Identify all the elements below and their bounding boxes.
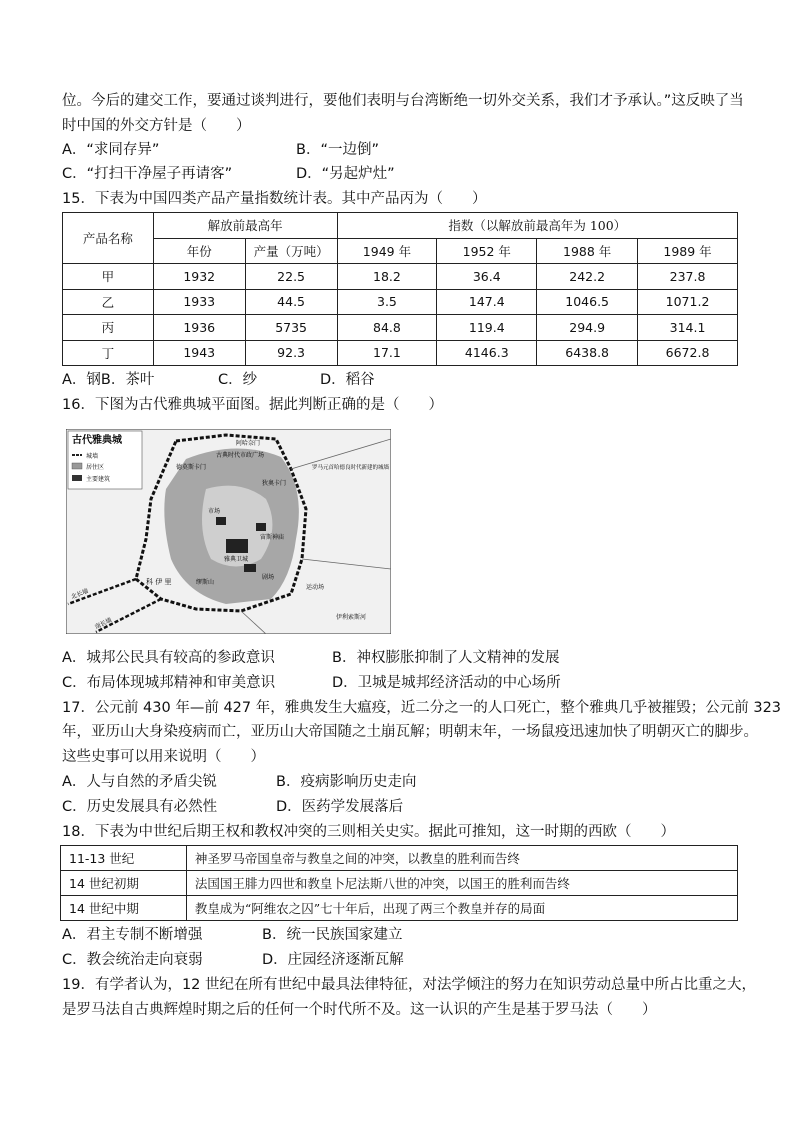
label-wall-south: 南长墙 (93, 616, 114, 631)
table-cell: 6438.8 (537, 340, 638, 366)
table-cell: 3.5 (337, 289, 437, 315)
q17-option-b: B．疫病影响历史走向 (276, 774, 417, 790)
q15-option-c: C．纱 (218, 372, 258, 388)
q15-header-output: 产量（万吨） (245, 238, 337, 264)
table-row (63, 289, 738, 315)
q14-option-c: C．“打扫干净屋子再请客” (62, 166, 233, 182)
q14-text-line2: 时中国的外交方针是（ ） (62, 118, 251, 134)
q15-header-name: 产品名称 (63, 213, 154, 264)
q18-option-b: B．统一民族国家建立 (262, 927, 403, 943)
q15-header-1989: 1989 年 (638, 238, 738, 264)
q14-option-a: A．“求同存异” (62, 142, 160, 158)
table-row (61, 846, 738, 871)
label-theatre: 剧场 (262, 574, 275, 581)
q17-text-line1: 17．公元前 430 年—前 427 年，雅典发生大瘟疫，近二分之一的人口死亡，整个雅典几乎被摧毁；公元前 323 (62, 700, 782, 716)
table-cell: 丙 (63, 315, 154, 341)
legend-residential: 居住区 (86, 464, 105, 471)
table-cell: 丁 (63, 340, 154, 366)
q16-option-b: B．神权膨胀抑制了人文精神的发展 (332, 650, 560, 666)
athens-map (66, 429, 391, 634)
table-cell: 乙 (63, 289, 154, 315)
q15-header-1949: 1949 年 (337, 238, 437, 264)
label-gate1: 阿哈奈门 (236, 440, 261, 447)
legend-wall: 城墙 (86, 453, 99, 460)
q15-header-1988: 1988 年 (537, 238, 638, 264)
q19-text-line2: 是罗马法自古典辉煌时期之后的任何一个时代所不及。这一认识的产生是基于罗马法（ ） (62, 1002, 657, 1018)
q19-text-line1: 19．有学者认为，12 世纪在所有世纪中最具法律特征，对法学倾注的努力在知识劳动总量中所占比重之大， (62, 977, 757, 993)
table-cell: 119.4 (437, 315, 537, 341)
q14-option-b: B．“一边倒” (296, 142, 379, 158)
table-cell: 5735 (245, 315, 337, 341)
label-road: 罗马元首哈德良时代新建的城墙 (312, 465, 390, 471)
table-cell: 36.4 (437, 264, 537, 290)
label-gate2: 德莫斯卡门 (176, 464, 207, 471)
table-cell: 教皇成为“阿维农之囚”七十年后，出现了两三个教皇并存的局面 (186, 896, 737, 921)
q15-table (62, 212, 738, 366)
label-temple: 宙斯神庙 (260, 534, 285, 541)
label-gate3: 狄奥卡门 (262, 480, 287, 487)
table-cell: 14 世纪中期 (61, 896, 187, 921)
q15-stem: 15．下表为中国四类产品产量指数统计表。其中产品丙为（ ） (62, 191, 487, 207)
q15-header-1952: 1952 年 (437, 238, 537, 264)
table-cell: 神圣罗马帝国皇帝与教皇之间的冲突，以教皇的胜利而告终 (186, 846, 737, 871)
q17-text-line2: 年，亚历山大身染疫病而亡，亚历山大帝国随之土崩瓦解；明朝末年，一场鼠疫迅速加快了明朝灭亡的脚步。 (62, 724, 758, 740)
table-row (63, 315, 738, 341)
table-cell: 1071.2 (638, 289, 738, 315)
label-stadium: 运动场 (306, 584, 325, 591)
label-agora-old: 古典时代市政广场 (216, 452, 265, 459)
table-cell: 84.8 (337, 315, 437, 341)
table-cell: 314.1 (638, 315, 738, 341)
table-cell: 4146.3 (437, 340, 537, 366)
table-cell: 甲 (63, 264, 154, 290)
q15-header-index: 指数（以解放前最高年为 100） (337, 213, 737, 239)
q18-table (60, 845, 738, 921)
table-cell: 17.1 (337, 340, 437, 366)
table-cell: 1932 (153, 264, 245, 290)
q16-option-d: D．卫城是城邦经济活动的中心场所 (332, 675, 561, 691)
q18-option-c: C．教会统治走向衰弱 (62, 952, 203, 968)
q15-option-ab: A．钢B．茶叶 (62, 372, 155, 388)
table-cell: 1046.5 (537, 289, 638, 315)
q15-header-pre: 解放前最高年 (153, 213, 337, 239)
label-wall-north: 北长墙 (70, 587, 90, 601)
q17-option-d: D．医药学发展落后 (276, 799, 404, 815)
q15-header-year: 年份 (153, 238, 245, 264)
q14-option-d: D．“另起炉灶” (296, 166, 395, 182)
table-cell: 237.8 (638, 264, 738, 290)
label-river: 伊利索斯河 (336, 614, 367, 621)
table-cell: 1936 (153, 315, 245, 341)
q17-option-c: C．历史发展具有必然性 (62, 799, 218, 815)
q16-option-c: C．布局体现城邦精神和审美意识 (62, 675, 276, 691)
legend-buildings: 主要建筑 (86, 476, 111, 483)
table-row (61, 871, 738, 896)
label-acropolis: 雅典卫城 (224, 556, 249, 563)
q17-option-a: A．人与自然的矛盾尖锐 (62, 774, 217, 790)
table-cell: 147.4 (437, 289, 537, 315)
table-row (61, 896, 738, 921)
label-zone1: 科 伊 里 (146, 578, 172, 586)
q18-option-d: D．庄园经济逐渐瓦解 (262, 952, 404, 968)
table-row (63, 264, 738, 290)
q16-option-a: A．城邦公民具有较高的参政意识 (62, 650, 275, 666)
q14-text-line1: 位。今后的建交工作，要通过谈判进行，要他们表明与台湾断绝一切外交关系，我们才予承认。”这反映了当 (62, 93, 744, 109)
table-row (63, 340, 738, 366)
map-title: 古代雅典城 (72, 435, 122, 446)
table-cell: 6672.8 (638, 340, 738, 366)
q15-option-d: D．稻谷 (320, 372, 375, 388)
label-hill: 缪斯山 (196, 579, 215, 586)
q18-stem: 18．下表为中世纪后期王权和教权冲突的三则相关史实。据此可推知，这一时期的西欧（ ） (62, 824, 675, 840)
table-cell: 242.2 (537, 264, 638, 290)
label-market: 市场 (208, 508, 221, 515)
table-cell: 法国国王腓力四世和教皇卜尼法斯八世的冲突，以国王的胜利而告终 (186, 871, 737, 896)
table-cell: 294.9 (537, 315, 638, 341)
table-cell: 44.5 (245, 289, 337, 315)
table-cell: 11-13 世纪 (61, 846, 187, 871)
q18-option-a: A．君主专制不断增强 (62, 927, 203, 943)
q16-stem: 16．下图为古代雅典城平面图。据此判断正确的是（ ） (62, 397, 443, 413)
q17-text-line3: 这些史事可以用来说明（ ） (62, 749, 265, 765)
table-cell: 18.2 (337, 264, 437, 290)
table-cell: 1943 (153, 340, 245, 366)
table-cell: 22.5 (245, 264, 337, 290)
table-cell: 1933 (153, 289, 245, 315)
table-cell: 14 世纪初期 (61, 871, 187, 896)
table-cell: 92.3 (245, 340, 337, 366)
